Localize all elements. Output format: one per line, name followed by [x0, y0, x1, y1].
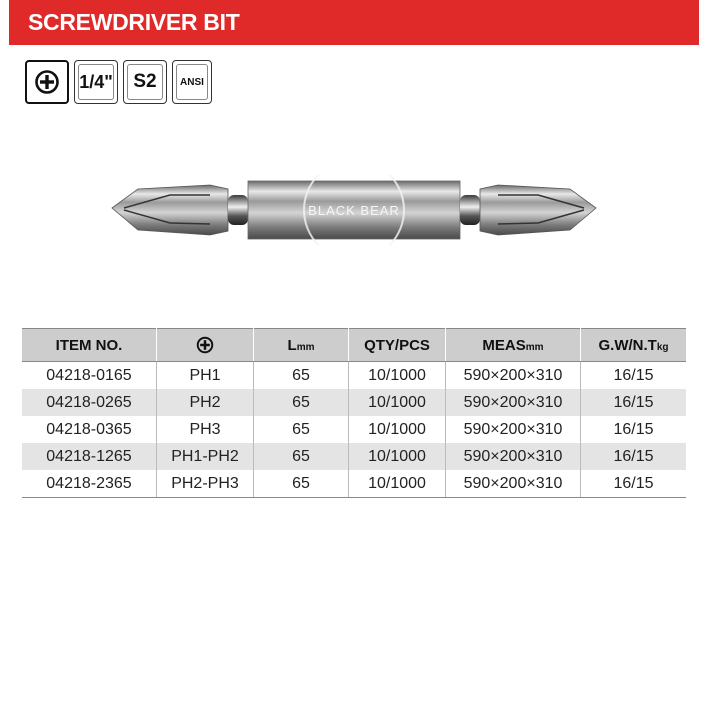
item-no-cell: 04218-1265 — [22, 443, 157, 470]
tip-cell: PH1-PH2 — [157, 443, 254, 470]
table-row — [22, 389, 686, 416]
drive-size-badge — [74, 60, 118, 104]
table-row — [22, 443, 686, 470]
phillips-badge — [25, 60, 69, 104]
qty-cell: 10/1000 — [349, 389, 446, 416]
tip-cell: PH1 — [157, 362, 254, 390]
meas-cell: 590×200×310 — [446, 362, 581, 390]
qty-cell: 10/1000 — [349, 416, 446, 443]
brand-logo-text: BLACK BEAR — [308, 203, 400, 218]
title-banner — [9, 0, 699, 45]
item-no-cell: 04218-2365 — [22, 470, 157, 498]
phillips-plus-icon — [34, 69, 60, 95]
item-no-cell: 04218-0165 — [22, 362, 157, 390]
qty-cell: 10/1000 — [349, 443, 446, 470]
weight-cell: 16/15 — [581, 362, 687, 390]
table-row — [22, 416, 686, 443]
col-length: Lmm — [254, 329, 349, 362]
standard-label: ANSI — [180, 76, 204, 88]
weight-cell: 16/15 — [581, 443, 687, 470]
col-meas: MEASmm — [446, 329, 581, 362]
spec-badges — [25, 60, 212, 104]
phillips-plus-icon — [196, 336, 214, 354]
screwdriver-bit-image — [110, 175, 598, 245]
qty-cell: 10/1000 — [349, 362, 446, 390]
weight-cell: 16/15 — [581, 470, 687, 498]
col-qty: QTY/PCS — [349, 329, 446, 362]
right-neck — [460, 195, 480, 225]
meas-cell: 590×200×310 — [446, 416, 581, 443]
length-cell: 65 — [254, 443, 349, 470]
material-label: S2 — [133, 71, 157, 92]
weight-cell: 16/15 — [581, 389, 687, 416]
length-cell: 65 — [254, 470, 349, 498]
weight-cell: 16/15 — [581, 416, 687, 443]
meas-cell: 590×200×310 — [446, 443, 581, 470]
meas-cell: 590×200×310 — [446, 389, 581, 416]
table-row — [22, 362, 686, 390]
page-title: SCREWDRIVER BIT — [28, 9, 240, 35]
table-row — [22, 470, 686, 498]
tip-cell: PH2-PH3 — [157, 470, 254, 498]
table-header-row — [22, 329, 686, 362]
tip-cell: PH2 — [157, 389, 254, 416]
meas-cell: 590×200×310 — [446, 470, 581, 498]
material-badge — [123, 60, 167, 104]
left-bit-tip — [112, 185, 228, 235]
drive-size-label: 1/4" — [79, 71, 113, 92]
col-item-no: ITEM NO. — [22, 329, 157, 362]
standard-badge — [172, 60, 212, 104]
col-tip-type — [157, 329, 254, 362]
length-cell: 65 — [254, 389, 349, 416]
tip-cell: PH3 — [157, 416, 254, 443]
left-neck — [228, 195, 248, 225]
spec-table — [22, 328, 686, 498]
right-bit-tip — [480, 185, 596, 235]
length-cell: 65 — [254, 416, 349, 443]
item-no-cell: 04218-0265 — [22, 389, 157, 416]
col-weight: G.W/N.Tkg — [581, 329, 687, 362]
length-cell: 65 — [254, 362, 349, 390]
qty-cell: 10/1000 — [349, 470, 446, 498]
item-no-cell: 04218-0365 — [22, 416, 157, 443]
